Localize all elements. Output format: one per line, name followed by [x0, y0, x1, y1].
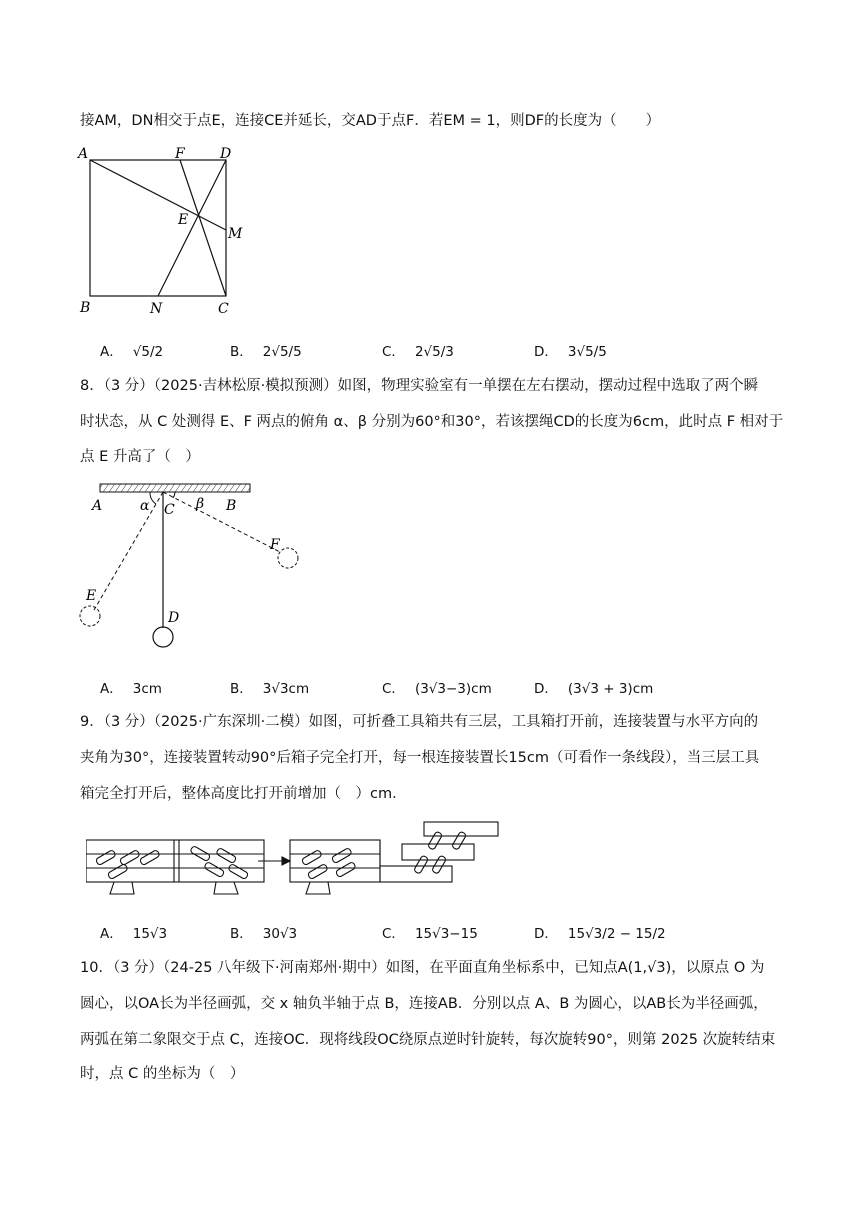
q7-square-figure: [72, 140, 262, 320]
q7-option-c[interactable]: C． 2√5/3: [382, 344, 454, 360]
segment-am: [90, 160, 226, 230]
q8-stem-line-2: 时状态，从 C 处测得 E、F 两点的俯角 α、β 分别为60°和30°，若该摆绳CD的长度为6cm，此时点 F 相对于: [80, 414, 784, 430]
label-c: C: [218, 301, 229, 317]
q10-stem-line-3: 两弧在第二象限交于点 C，连接OC．现将线段OC绕原点逆时针旋转，每次旋转90°，则第 2025 次旋转结束: [80, 1032, 776, 1048]
q7-option-b[interactable]: B． 2√5/5: [230, 344, 302, 360]
label-f: F: [270, 537, 280, 553]
q9-option-d[interactable]: D． 15√3/2 − 15/2: [534, 926, 666, 942]
label-b: B: [226, 498, 237, 514]
q8-option-a[interactable]: A． 3cm: [100, 681, 162, 697]
angle-alpha-arc: [150, 492, 156, 504]
label-n: N: [150, 301, 163, 317]
label-e: E: [178, 212, 189, 228]
q8-options: [100, 677, 800, 701]
q9-option-b[interactable]: B． 30√3: [230, 926, 298, 942]
q9-stem-line-2: 夹角为30°，连接装置转动90°后箱子完全打开，每一根连接装置长15cm（可看作一条线段），当三层工具: [80, 750, 760, 766]
bob-f: [278, 548, 298, 568]
q9-stem-line-3: 箱完全打开后，整体高度比打开前增加（ ）cm．: [80, 786, 407, 802]
rope-ce: [94, 492, 163, 610]
q7-option-d[interactable]: D． 3√5/5: [534, 344, 607, 360]
closed-toolbox: [86, 840, 264, 894]
q10-stem-line-2: 圆心，以OA长为半径画弧，交 x 轴负半轴于点 B，连接AB．分别以点 A、B 为圆心，以AB长为半径画弧，: [80, 996, 768, 1012]
q10-stem-line-4: 时，点 C 的坐标为（ ）: [80, 1066, 245, 1082]
q9-stem-line-1: 9．（3 分）（2025·广东深圳·二模）如图，可折叠工具箱共有三层，工具箱打开前，连接装置与水平方向的: [80, 714, 759, 730]
label-c: C: [164, 502, 175, 518]
label-e: E: [86, 588, 97, 604]
q8-option-d[interactable]: D． (3√3 + 3)cm: [534, 681, 654, 697]
label-a: A: [78, 146, 89, 162]
label-alpha: α: [140, 498, 150, 514]
q9-option-c[interactable]: C． 15√3−15: [382, 926, 478, 942]
arrow-head: [282, 857, 290, 865]
label-d: D: [220, 146, 232, 162]
q10-stem-line-1: 10．（3 分）（24-25 八年级下·河南郑州·期中）如图，在平面直角坐标系中，已知点A(1,√3)，以原点 O 为: [80, 960, 765, 976]
q9-option-a[interactable]: A． 15√3: [100, 926, 168, 942]
angle-beta-arc: [173, 492, 175, 498]
label-beta: β: [196, 496, 205, 512]
square-abcd: [90, 160, 226, 296]
q8-option-c[interactable]: C． (3√3−3)cm: [382, 681, 492, 697]
q9-options: [100, 922, 800, 946]
ceiling-bar: [100, 484, 250, 492]
label-b: B: [80, 300, 91, 316]
segment-cf: [180, 160, 226, 296]
bob-e: [80, 606, 100, 626]
q8-stem-line-1: 8．（3 分）（2025·吉林松原·模拟预测）如图，物理实验室有一单摆在左右摆动，摆动过程中选取了两个瞬: [80, 378, 759, 394]
q7-stem-line: 接AM，DN相交于点E，连接CE并延长，交AD于点F．若EM = 1，则DF的长度为（ ）: [80, 113, 661, 129]
q7-option-a[interactable]: A． √5/2: [100, 344, 164, 360]
label-d: D: [168, 610, 180, 626]
q9-toolbox-figure: [86, 818, 506, 902]
q8-pendulum-figure: [78, 476, 308, 656]
opened-toolbox: [290, 822, 498, 894]
rope-cf: [163, 492, 280, 552]
label-m: M: [228, 226, 243, 242]
label-a: A: [92, 498, 103, 514]
q8-option-b[interactable]: B． 3√3cm: [230, 681, 310, 697]
label-f: F: [175, 146, 185, 162]
bob-d: [153, 627, 173, 647]
q7-options: [100, 340, 800, 364]
q8-stem-line-3: 点 E 升高了（ ）: [80, 449, 200, 465]
segment-dn: [158, 160, 226, 296]
